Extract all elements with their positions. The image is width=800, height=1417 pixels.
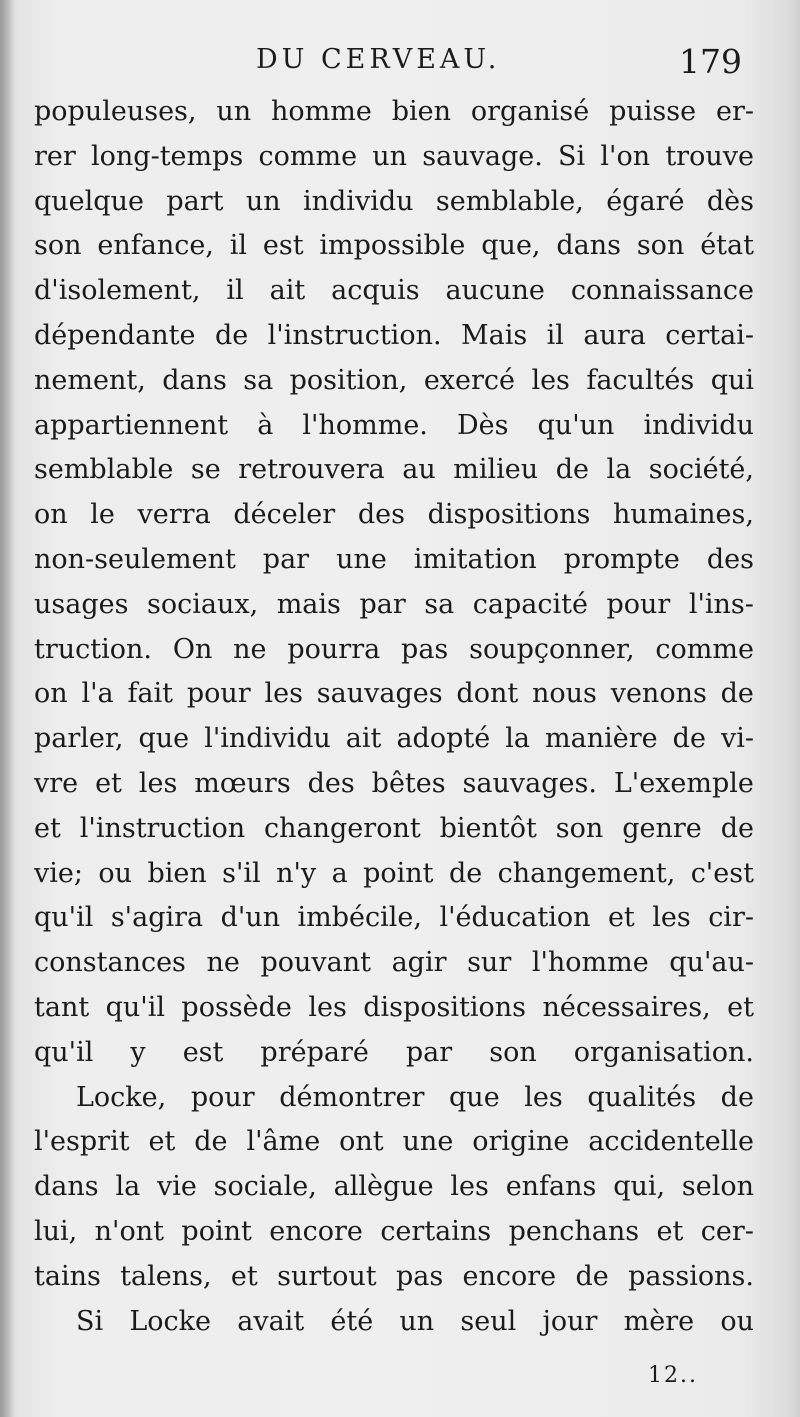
- word: Si: [76, 1305, 104, 1337]
- word: par: [405, 1036, 453, 1068]
- word: qualités: [587, 1081, 697, 1113]
- word: bien: [147, 857, 207, 889]
- word: l'homme: [531, 947, 649, 979]
- word: n'y: [276, 857, 317, 889]
- word: individu: [303, 185, 414, 217]
- word: individu: [643, 409, 754, 441]
- word: tant: [34, 991, 90, 1023]
- text-line: [34, 404, 754, 449]
- word: pour: [606, 588, 671, 620]
- word: avait: [237, 1305, 305, 1337]
- word: et: [95, 767, 122, 799]
- word: exercé: [423, 364, 516, 396]
- word: des: [307, 767, 355, 799]
- word: Dès: [456, 409, 509, 441]
- gutter-shadow: [0, 0, 14, 1417]
- text-line: [34, 1300, 754, 1345]
- word: penchans: [508, 1215, 640, 1247]
- word: qui: [710, 364, 754, 396]
- word: s'il: [222, 857, 261, 889]
- word: des: [706, 543, 754, 575]
- word: la: [606, 454, 632, 486]
- text-line: [34, 90, 754, 135]
- word: été: [330, 1305, 374, 1337]
- word: les: [264, 678, 303, 710]
- word: qu'il: [34, 902, 94, 934]
- text-line: [34, 538, 754, 583]
- word: s'agira: [110, 902, 204, 934]
- word: les: [450, 1171, 489, 1203]
- word: une: [402, 1126, 454, 1158]
- word: de: [194, 1126, 228, 1158]
- word: verra: [137, 499, 211, 531]
- word: et: [230, 1260, 258, 1292]
- word: point: [363, 857, 434, 889]
- text-line: [34, 493, 754, 538]
- running-title: DU CERVEAU.: [256, 44, 501, 75]
- word: non-seulement: [34, 543, 236, 575]
- word: sociaux,: [147, 588, 259, 620]
- word: nement,: [34, 364, 146, 396]
- word: cer-: [700, 1215, 754, 1247]
- word: aura: [583, 319, 646, 351]
- word: fait: [127, 678, 174, 710]
- word: puisse: [609, 96, 697, 127]
- word: pas: [401, 633, 449, 665]
- word: encore: [269, 1215, 363, 1247]
- word: sociale,: [213, 1171, 317, 1203]
- word: dispositions: [427, 499, 591, 531]
- word: pour: [190, 1081, 255, 1113]
- word: on: [34, 499, 68, 531]
- word: allègue: [333, 1171, 434, 1203]
- word: encore: [462, 1260, 557, 1292]
- word: semblable,: [435, 185, 584, 217]
- word: retrouvera: [238, 454, 385, 486]
- word: l'instruction.: [267, 319, 442, 351]
- word: une: [336, 543, 387, 575]
- word: ait: [269, 275, 306, 307]
- word: qu'il: [105, 991, 165, 1023]
- word: des: [357, 499, 405, 531]
- word: impossible: [319, 230, 466, 262]
- signature-mark: 12..: [648, 1363, 698, 1388]
- word: la: [505, 723, 530, 755]
- word: est: [262, 230, 304, 262]
- text-line: [34, 1255, 754, 1300]
- word: comme: [258, 140, 358, 172]
- word: adopté: [396, 723, 491, 755]
- page-number: 179: [679, 42, 742, 81]
- word: de: [555, 454, 589, 486]
- word: certai-: [665, 319, 754, 351]
- word: jour: [542, 1305, 598, 1337]
- word: de: [720, 812, 754, 844]
- word: les: [531, 364, 570, 396]
- word: de: [672, 723, 706, 755]
- text-line: [34, 1076, 754, 1121]
- word: l'esprit: [34, 1126, 130, 1158]
- text-line: [34, 314, 754, 359]
- text-line: [34, 986, 754, 1031]
- word: ne: [206, 947, 240, 979]
- word: On: [172, 633, 213, 665]
- word: que,: [481, 230, 541, 262]
- body-text: [34, 90, 754, 1344]
- word: long-temps: [91, 140, 244, 172]
- word: quelque: [34, 185, 144, 217]
- word: vi-: [720, 723, 754, 755]
- word: qui,: [613, 1171, 666, 1203]
- word: a: [331, 857, 348, 889]
- word: Locke,: [76, 1081, 167, 1113]
- text-line: [34, 448, 754, 493]
- word: position,: [289, 364, 408, 396]
- word: l'ins-: [688, 588, 754, 620]
- word: pourra: [287, 633, 381, 665]
- word: il: [229, 230, 248, 262]
- word: prompte: [563, 543, 680, 575]
- word: égaré: [606, 185, 685, 217]
- word: les: [524, 1081, 563, 1113]
- word: il: [546, 319, 564, 351]
- word: et: [656, 1215, 684, 1247]
- word: venons: [610, 678, 707, 710]
- text-line: [34, 852, 754, 897]
- word: dispositions: [363, 991, 527, 1023]
- word: pour: [186, 678, 251, 710]
- text-line: [34, 1165, 754, 1210]
- word: qu'un: [537, 409, 615, 441]
- word: dans: [34, 1171, 99, 1203]
- word: de: [720, 678, 754, 710]
- word: l'homme.: [302, 409, 428, 441]
- word: organisé: [470, 96, 590, 127]
- word: bien: [391, 96, 451, 127]
- word: sauvages: [316, 678, 443, 710]
- word: n'ont: [94, 1215, 164, 1247]
- word: son: [555, 812, 604, 844]
- word: l'on: [600, 140, 651, 172]
- word: par: [262, 543, 310, 575]
- word: facultés: [586, 364, 695, 396]
- word: d'un: [220, 902, 281, 934]
- word: dès: [706, 185, 754, 217]
- word: sauvage.: [422, 140, 543, 172]
- word: dans: [556, 230, 621, 262]
- word: agir: [391, 947, 447, 979]
- text-line: [34, 224, 754, 269]
- word: l'individu: [204, 723, 331, 755]
- word: seul: [460, 1305, 517, 1337]
- word: vre: [34, 767, 79, 799]
- word: lui,: [34, 1215, 78, 1247]
- word: certains: [380, 1215, 492, 1247]
- word: qu'au-: [669, 947, 754, 979]
- word: semblable: [34, 454, 174, 486]
- word: truction.: [34, 633, 152, 665]
- word: Si: [558, 140, 586, 172]
- word: populeuses,: [34, 96, 197, 127]
- word: pas: [395, 1260, 444, 1292]
- word: mais: [276, 588, 341, 620]
- word: l'instruction: [79, 812, 246, 844]
- word: il: [226, 275, 244, 307]
- word: imbécile,: [297, 902, 422, 934]
- word: enfans: [505, 1171, 597, 1203]
- word: les: [138, 767, 178, 799]
- word: origine: [472, 1126, 570, 1158]
- word: l'a: [81, 678, 114, 710]
- word: dépendante: [34, 319, 196, 351]
- word: surtout: [277, 1260, 377, 1292]
- word: humaines,: [613, 499, 754, 531]
- word: de: [575, 1260, 609, 1292]
- word: état: [700, 230, 754, 262]
- word: sur: [467, 947, 512, 979]
- word: y: [130, 1036, 146, 1068]
- word: démontrer: [279, 1081, 425, 1113]
- word: son: [34, 230, 82, 262]
- word: à: [257, 409, 274, 441]
- word: sa: [243, 364, 274, 396]
- word: ont: [339, 1126, 384, 1158]
- text-line: [34, 180, 754, 225]
- word: mœurs: [194, 767, 291, 799]
- word: l'âme: [246, 1126, 321, 1158]
- word: de: [214, 319, 249, 351]
- word: les: [308, 991, 347, 1023]
- word: d'isolement,: [34, 275, 201, 307]
- word: talens,: [120, 1260, 212, 1292]
- word: rer: [34, 140, 76, 172]
- text-line: [34, 359, 754, 404]
- word: ou: [720, 1305, 754, 1337]
- word: son: [489, 1036, 537, 1068]
- word: de: [720, 1081, 754, 1113]
- word: nous: [532, 678, 597, 710]
- word: connaissance: [570, 275, 754, 307]
- text-line: [34, 941, 754, 986]
- word: parler,: [34, 723, 124, 755]
- word: tains: [34, 1260, 101, 1292]
- word: homme: [271, 96, 372, 127]
- word: un: [372, 140, 408, 172]
- word: imitation: [413, 543, 537, 575]
- word: et: [148, 1126, 176, 1158]
- word: est: [182, 1036, 224, 1068]
- text-line: [34, 628, 754, 673]
- word: selon: [681, 1171, 754, 1203]
- word: organisation.: [573, 1036, 754, 1068]
- word: bêtes: [371, 767, 446, 799]
- text-line: [34, 1120, 754, 1165]
- word: L'exemple: [613, 767, 754, 799]
- word: ou: [98, 857, 133, 889]
- word: un: [399, 1305, 435, 1337]
- word: capacité: [472, 588, 588, 620]
- word: par: [359, 588, 406, 620]
- word: on: [34, 678, 68, 710]
- word: c'est: [690, 857, 754, 889]
- text-line: [34, 1031, 754, 1076]
- word: et: [607, 902, 635, 934]
- word: préparé: [260, 1036, 369, 1068]
- word: de: [448, 857, 483, 889]
- word: changeront: [264, 812, 421, 844]
- word: passions.: [628, 1260, 754, 1292]
- word: nécessaires,: [542, 991, 711, 1023]
- word: usages: [34, 588, 129, 620]
- word: vie: [156, 1171, 197, 1203]
- word: comme: [655, 633, 754, 665]
- word: société,: [648, 454, 754, 486]
- word: milieu: [453, 454, 539, 486]
- word: un: [216, 96, 252, 127]
- word: vie;: [34, 857, 83, 889]
- word: er-: [715, 96, 754, 127]
- word: pouvant: [260, 947, 371, 979]
- word: dont: [456, 678, 519, 710]
- word: aucune: [445, 275, 545, 307]
- text-line: [34, 807, 754, 852]
- word: sauvages.: [462, 767, 597, 799]
- word: trouve: [665, 140, 754, 172]
- text-line: [34, 1210, 754, 1255]
- word: que: [138, 723, 190, 755]
- text-line: [34, 762, 754, 807]
- text-line: [34, 583, 754, 628]
- text-line: [34, 269, 754, 314]
- word: que: [449, 1081, 500, 1113]
- word: accidentelle: [588, 1126, 754, 1158]
- word: Mais: [460, 319, 528, 351]
- word: genre: [622, 812, 702, 844]
- word: cir-: [708, 902, 754, 934]
- word: son: [636, 230, 685, 262]
- text-line: [34, 135, 754, 180]
- word: déceler: [233, 499, 336, 531]
- word: et: [34, 812, 61, 844]
- word: le: [90, 499, 115, 531]
- word: la: [115, 1171, 141, 1203]
- word: possède: [181, 991, 292, 1023]
- word: soupçonner,: [469, 633, 635, 665]
- text-line: [34, 896, 754, 941]
- word: se: [190, 454, 221, 486]
- word: ait: [345, 723, 382, 755]
- word: dans: [162, 364, 227, 396]
- word: changement,: [497, 857, 676, 889]
- word: part: [166, 185, 224, 217]
- word: sa: [424, 588, 455, 620]
- word: acquis: [331, 275, 420, 307]
- word: appartiennent: [34, 409, 229, 441]
- word: qu'il: [34, 1036, 94, 1068]
- word: un: [245, 185, 281, 217]
- text-line: [34, 672, 754, 717]
- word: l'éducation: [439, 902, 591, 934]
- word: manière: [545, 723, 658, 755]
- word: enfance,: [97, 230, 214, 262]
- word: Locke: [129, 1305, 212, 1337]
- word: constances: [34, 947, 186, 979]
- word: au: [402, 454, 436, 486]
- word: les: [652, 902, 691, 934]
- word: point: [181, 1215, 252, 1247]
- word: ne: [233, 633, 267, 665]
- word: bientôt: [439, 812, 537, 844]
- word: et: [727, 991, 754, 1023]
- text-line: [34, 717, 754, 762]
- word: mère: [623, 1305, 695, 1337]
